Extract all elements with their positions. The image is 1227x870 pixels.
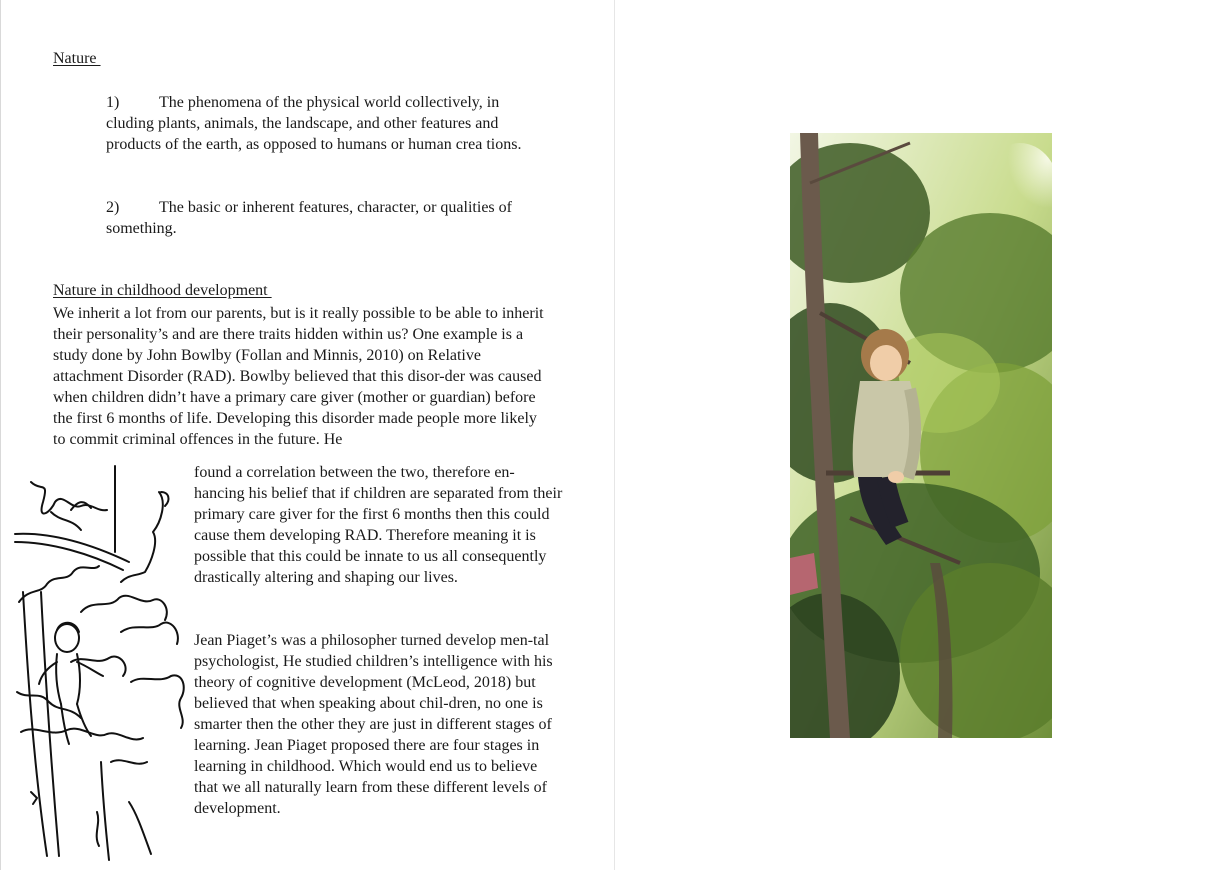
definition-1-number: 1) [106,94,120,111]
definition-2-text: The basic or inherent features, character, or qualities of something. [106,199,512,237]
child-climbing-tree-photo [790,133,1052,738]
body-paragraph-bowlby-part1: We inherit a lot from our parents, but is it really possible to be able to inherit their personality’s and are there traits hidden within us? One example is a study done by John Bowlby (Follan and Minnis, 2010) on Relative attachment Disorder (RAD). Bowlby believed that this disor-der was caused when children didn’t have a primary care giver (mother or guardian) before the first 6 months of life. Developing this disorder made people more likely to commit criminal offences in the future. He [53,305,544,448]
definition-1-text: The phenomena of the physical world collectively, in cluding plants, animals, the landscape, and other features and products of the earth, as opposed to humans or human crea tions. [106,94,522,153]
photo-illustration-icon [790,133,1052,738]
body-paragraph-bowlby-part2: found a correlation between the two, therefore en-hancing his belief that if children are separated from their primary care giver for the first 6 months then this could cause them developing RAD. Therefore meaning it is possible that this could be innate to us all consequently drastically altering and shaping our lives. [194,464,563,586]
definition-2-number: 2) [106,199,120,216]
definition-1 [106,92,551,155]
heading-nature: Nature [53,50,101,67]
right-page [615,0,1227,870]
heading-nature-in-childhood-development: Nature in childhood development [53,282,272,299]
body-paragraph-piaget: Jean Piaget’s was a philosopher turned develop men-tal psychologist, He studied children’s intelligence with his theory of cognitive development (McLeod, 2018) but believed that when speaking about chil-dren, no one is smarter then the other they are just in different stages of learning. Jean Piaget proposed there are four stages in learning in childhood. Which would end us to believe that we all naturally learn from these different levels of development. [194,632,553,817]
definition-2 [106,197,551,239]
child-in-tree-sketch-icon [11,462,193,862]
